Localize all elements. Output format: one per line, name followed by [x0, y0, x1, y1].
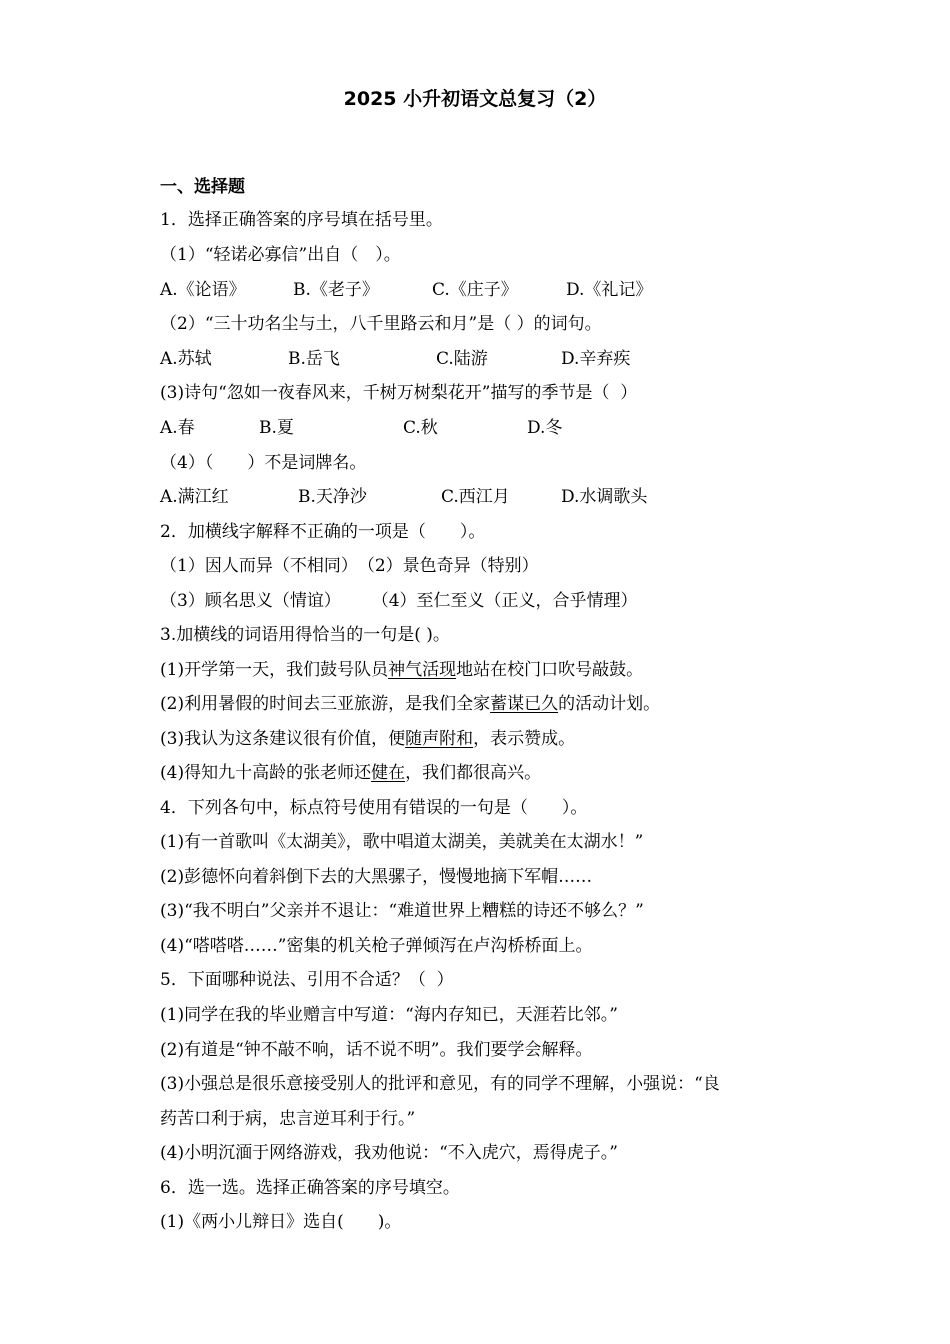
- question-4-stem: 4．下列各句中，标点符号使用有错误的一句是（ ）。: [160, 798, 588, 818]
- option-a: A.苏轼: [160, 349, 212, 369]
- question-5-item-4: (4)小明沉湎于网络游戏，我劝他说：“不入虎穴，焉得虎子。”: [160, 1143, 618, 1163]
- option-a: A.《论语》: [160, 280, 246, 300]
- question-5-item-3: (3)小强总是很乐意接受别人的批评和意见，有的同学不理解，小强说：“良: [160, 1074, 720, 1094]
- question-6-stem: 6．选一选。选择正确答案的序号填空。: [160, 1178, 460, 1198]
- option-b: B.天净沙: [298, 487, 367, 507]
- option-b: B.夏: [259, 418, 294, 438]
- item-text: (4)得知九十高龄的张老师还: [160, 763, 372, 783]
- question-5-item-3-cont: 药苦口利于病，忠言逆耳利于行。”: [160, 1109, 416, 1129]
- item-text: ，表示赞成。: [473, 729, 576, 749]
- question-1-sub-1: （1）“轻诺必寡信”出自（ ）。: [160, 245, 401, 265]
- question-2-row-2: （3）顾名思义（情谊） （4）至仁至义（正义，合乎情理）: [160, 591, 638, 611]
- question-3-stem: 3.加横线的词语用得恰当的一句是( )。: [160, 625, 450, 645]
- question-3-item-3: [160, 728, 575, 750]
- question-1-sub-3: (3)诗句“忽如一夜春风来，千树万树梨花开”描写的季节是（ ）: [160, 383, 638, 403]
- option-b: B.岳飞: [288, 349, 340, 369]
- option-c: C.陆游: [436, 349, 488, 369]
- question-5-stem: 5．下面哪种说法、引用不合适？（ ）: [160, 970, 454, 990]
- underlined-phrase: 蓄谋已久: [490, 694, 559, 714]
- option-d: D.冬: [527, 418, 563, 438]
- question-1-sub-2-options: [160, 348, 800, 370]
- option-d: D.辛弃疾: [561, 349, 631, 369]
- question-4-item-3: (3)“我不明白”父亲并不退让：“难道世界上糟糕的诗还不够么？”: [160, 901, 644, 921]
- item-text: ，我们都很高兴。: [405, 763, 542, 783]
- option-b: B.《老子》: [293, 280, 379, 300]
- question-1-sub-4-options: [160, 486, 800, 508]
- item-text: (2)利用暑假的时间去三亚旅游，是我们全家: [160, 694, 491, 714]
- underlined-phrase: 健在: [371, 763, 406, 783]
- question-3-item-4: [160, 762, 541, 784]
- question-6-item-1: (1)《两小儿辩日》选自( )。: [160, 1212, 402, 1232]
- option-c: C.秋: [403, 418, 438, 438]
- item-text: (1)开学第一天，我们鼓号队员: [160, 660, 389, 680]
- option-c: C.西江月: [441, 487, 510, 507]
- question-4-item-1: (1)有一首歌叫《太湖美》，歌中唱道太湖美，美就美在太湖水！”: [160, 832, 644, 852]
- question-5-item-1: (1)同学在我的毕业赠言中写道：“海内存知已，天涯若比邻。”: [160, 1005, 618, 1025]
- page-title: 2025 小升初语文总复习（2）: [343, 88, 607, 110]
- underlined-phrase: 随声附和: [405, 729, 474, 749]
- option-c: C.《庄子》: [432, 280, 518, 300]
- item-text: 地站在校门口吹号敲鼓。: [456, 660, 644, 680]
- question-4-item-4: (4)“嗒嗒嗒……”密集的机关枪子弹倾泻在卢沟桥桥面上。: [160, 936, 593, 956]
- question-3-item-1: [160, 659, 643, 681]
- question-5-item-2: (2)有道是“钟不敲不响，话不说不明”。我们要学会解释。: [160, 1040, 593, 1060]
- question-2-row-1: （1）因人而异（不相同） （2）景色奇异（特别）: [160, 556, 539, 576]
- underlined-phrase: 神气活现: [388, 660, 457, 680]
- item-text: 的活动计划。: [558, 694, 661, 714]
- question-3-item-2: [160, 693, 660, 715]
- question-1-sub-3-options: [160, 417, 800, 439]
- question-1-stem: 1．选择正确答案的序号填在括号里。: [160, 210, 443, 230]
- option-d: D.水调歌头: [561, 487, 648, 507]
- question-1-sub-2: （2）“三十功名尘与土，八千里路云和月”是（ ）的词句。: [160, 314, 602, 334]
- question-1-sub-4: （4）（ ）不是词牌名。: [160, 453, 367, 473]
- question-2-stem: 2．加横线字解释不正确的一项是（ ）。: [160, 522, 486, 542]
- option-a: A.满江红: [160, 487, 229, 507]
- item-text: (3)我认为这条建议很有价值，便: [160, 729, 406, 749]
- option-a: A.春: [160, 418, 195, 438]
- question-1-sub-1-options: [160, 279, 800, 301]
- option-d: D.《礼记》: [566, 280, 653, 300]
- question-4-item-2: (2)彭德怀向着斜倒下去的大黑骡子，慢慢地摘下军帽……: [160, 867, 593, 887]
- section-heading: 一、选择题: [160, 177, 245, 197]
